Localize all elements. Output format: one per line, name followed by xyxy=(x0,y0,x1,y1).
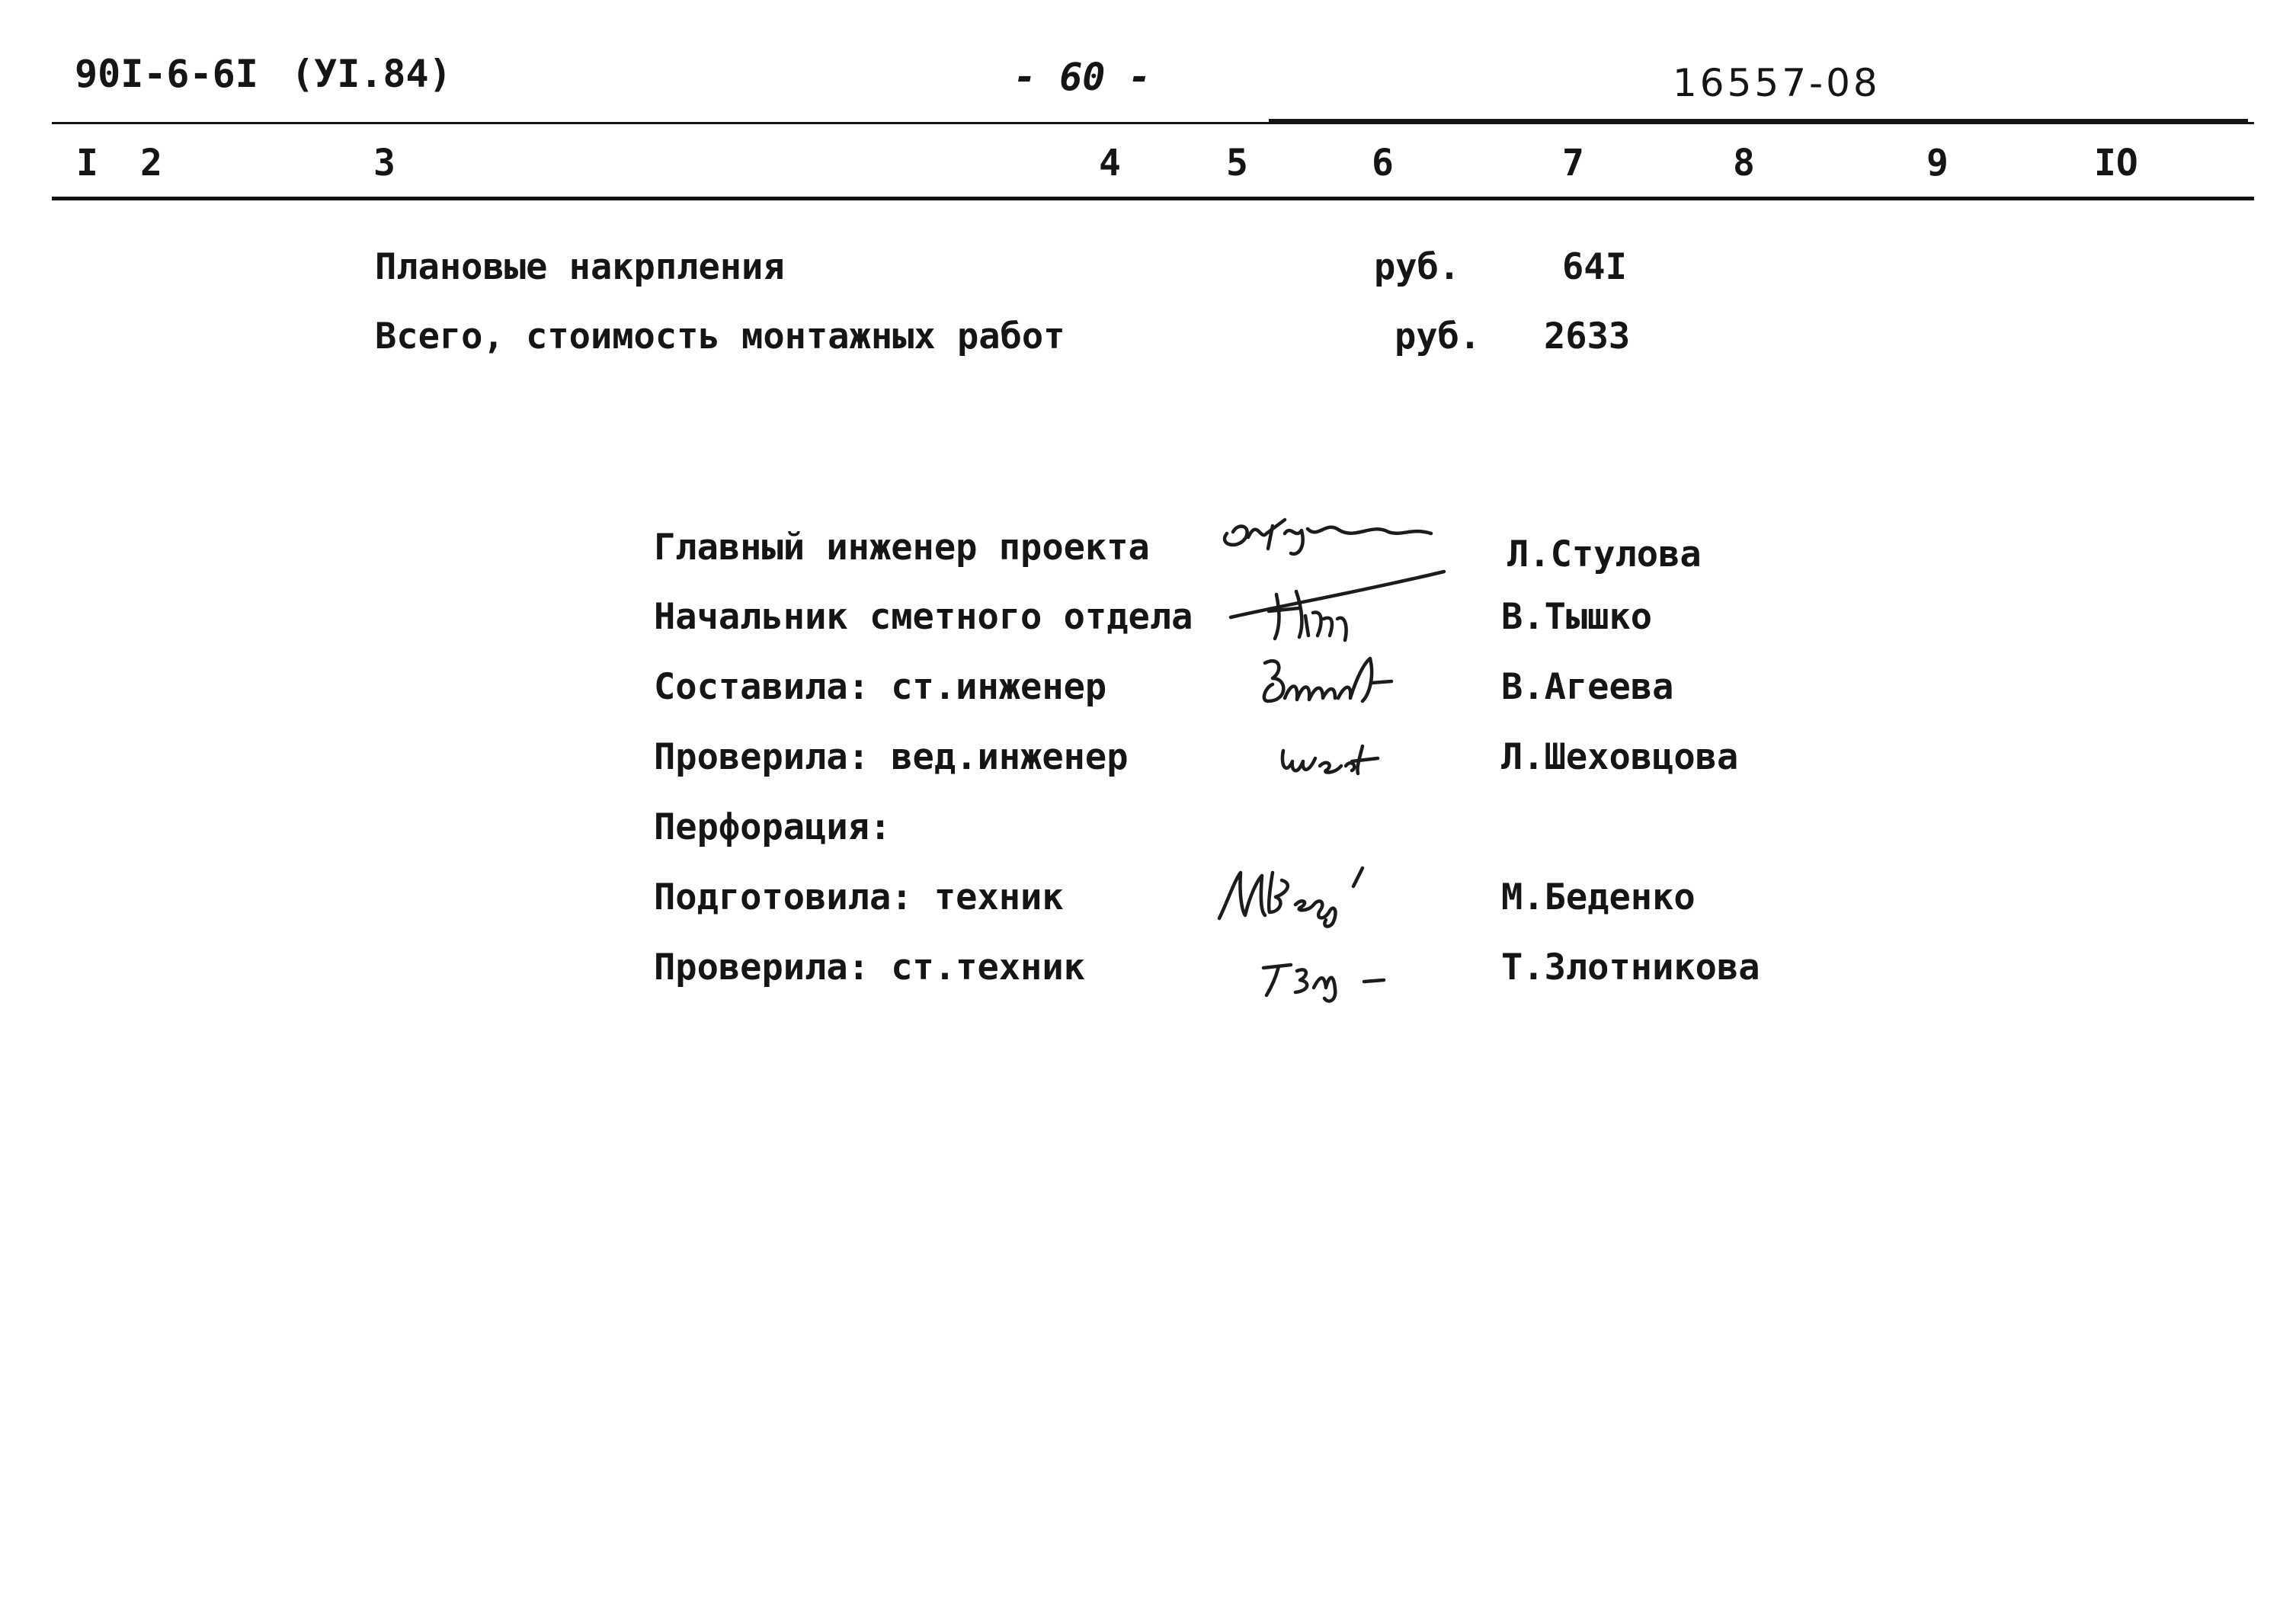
column-number: 8 xyxy=(1733,142,1755,184)
row-value: 64I xyxy=(1562,246,1627,288)
column-number: 5 xyxy=(1226,142,1248,184)
row-label: Плановые накрпления xyxy=(375,246,785,288)
handwritten-signature-zlotnikova xyxy=(1250,945,1402,1006)
column-number: 6 xyxy=(1372,142,1394,184)
row-unit: руб. xyxy=(1374,246,1461,288)
handwritten-signature-tyshko xyxy=(1223,564,1452,648)
column-number: IO xyxy=(2094,142,2138,184)
signature-role: Подготовила: техник xyxy=(654,876,1064,918)
handwritten-signature-bedenko xyxy=(1212,857,1410,934)
row-unit: руб. xyxy=(1395,316,1481,357)
document-code: 90I-6-6I xyxy=(75,52,258,96)
row-value: 2633 xyxy=(1544,316,1631,357)
signature-name: В.Тышко xyxy=(1501,596,1653,638)
signature-name: Т.Злотникова xyxy=(1501,947,1760,988)
document-revision: (УI.84) xyxy=(291,52,452,96)
column-number: 3 xyxy=(373,142,395,184)
signature-role: Проверила: вед.инженер xyxy=(654,736,1129,778)
signature-role: Главный инженер проекта xyxy=(654,527,1150,569)
signature-name: Л.Шеховцова xyxy=(1501,736,1739,778)
signature-name: В.Агеева xyxy=(1501,666,1674,708)
signature-role: Составила: ст.инженер xyxy=(654,666,1107,708)
signature-role: Начальник сметного отдела xyxy=(654,596,1193,638)
archive-number: 16557-08 xyxy=(1673,61,1881,105)
signature-role: Перфорация: xyxy=(654,806,892,848)
column-number: 4 xyxy=(1099,142,1121,184)
signature-role: Проверила: ст.техник xyxy=(654,947,1085,988)
column-number: I xyxy=(76,142,98,184)
header-rule xyxy=(52,122,2254,124)
column-number: 9 xyxy=(1926,142,1949,184)
page-number: - 60 - xyxy=(1014,55,1151,99)
handwritten-signature-shekhovtsova xyxy=(1273,728,1425,789)
column-number: 7 xyxy=(1562,142,1584,184)
column-header-rule xyxy=(52,197,2254,200)
row-label: Всего, стоимость монтажных работ xyxy=(375,316,1065,357)
signature-name: Л.Стулова xyxy=(1507,533,1702,575)
handwritten-signature-ageeva xyxy=(1250,640,1433,716)
signature-name: М.Беденко xyxy=(1501,876,1696,918)
handwritten-signature-stulova xyxy=(1212,503,1448,564)
column-number: 2 xyxy=(140,142,162,184)
